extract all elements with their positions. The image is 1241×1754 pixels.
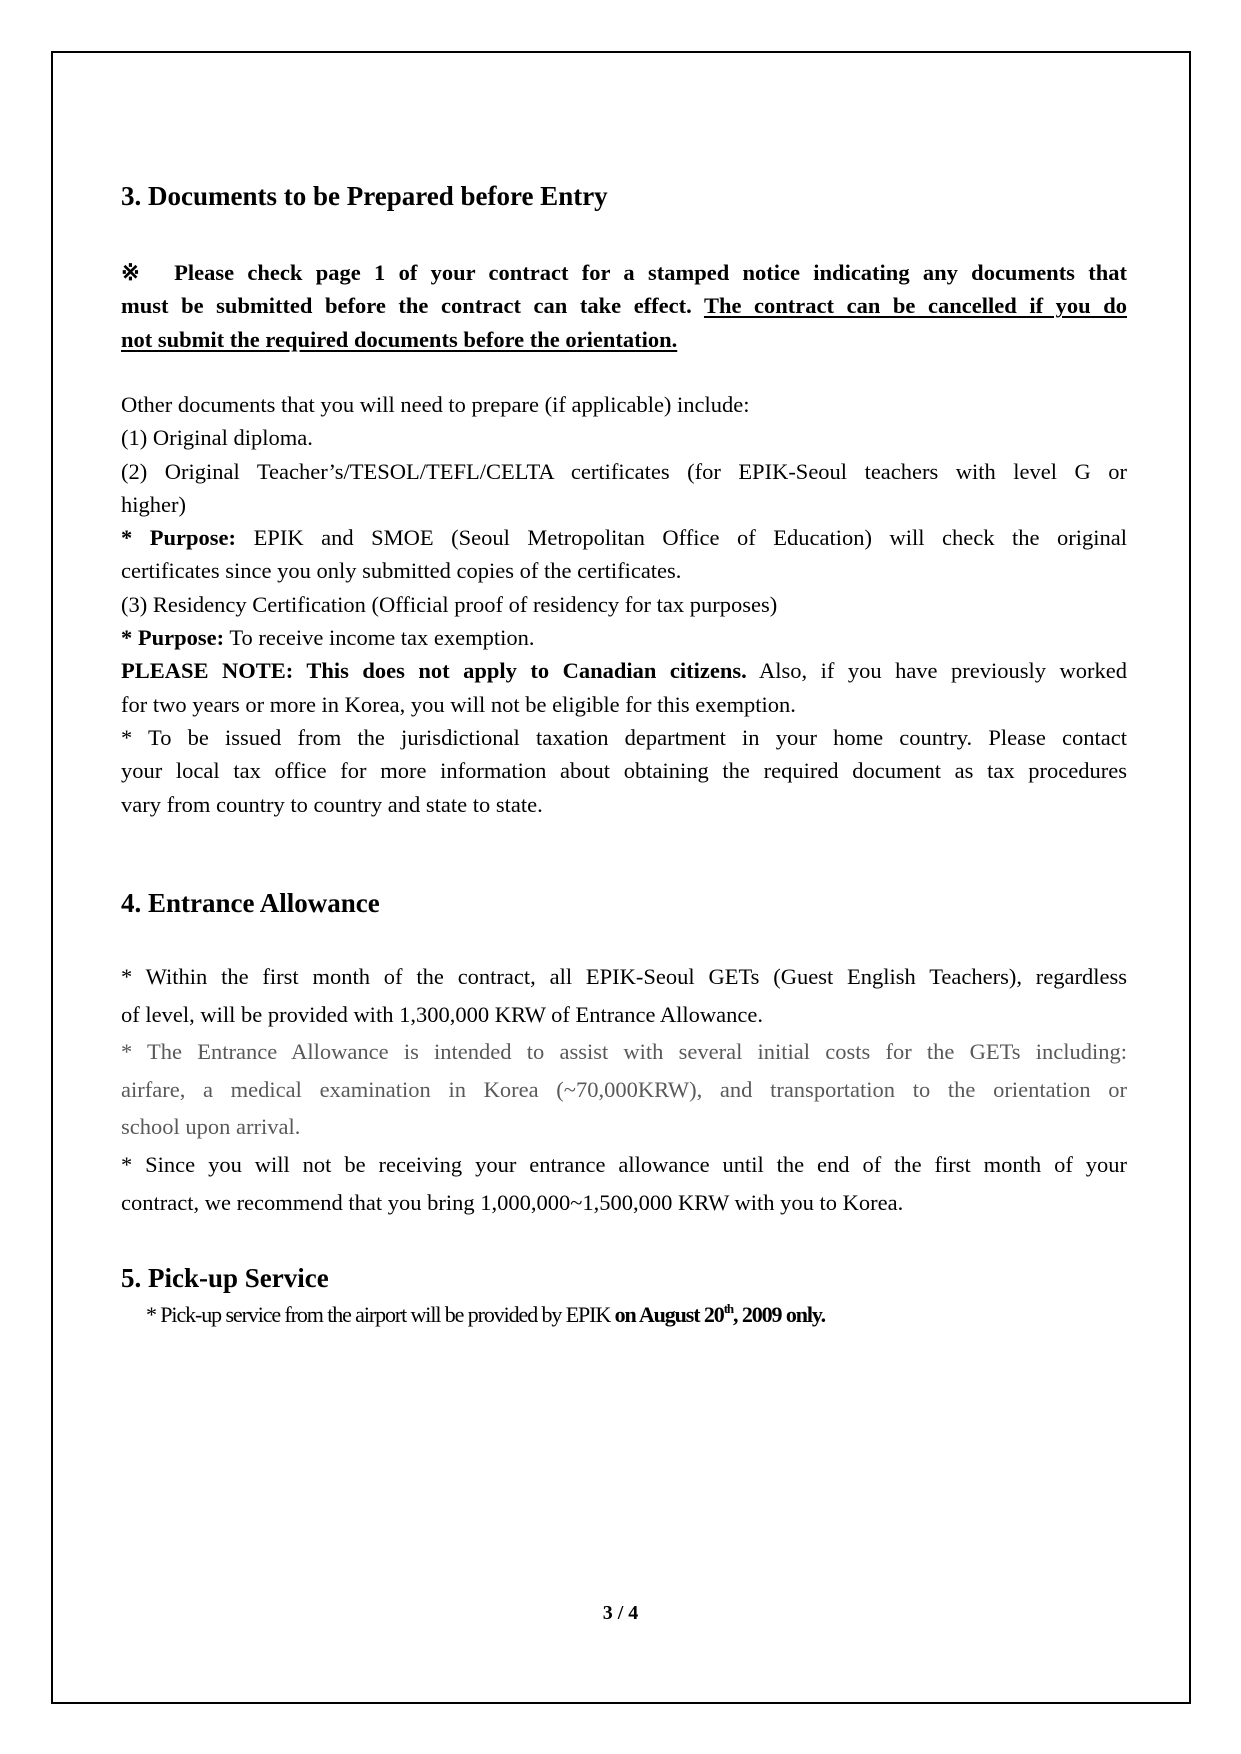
other-documents-list bbox=[121, 388, 1127, 821]
allowance-p2-line-2: airfare, a medical examination in Korea (~70,000KRW), and transportation to the orientation or bbox=[121, 1076, 1127, 1102]
page-number: 3 / 4 bbox=[602, 1602, 639, 1624]
entrance-allowance-body bbox=[121, 958, 1127, 1221]
purpose-label: * Purpose: bbox=[121, 525, 237, 551]
other-documents-intro: Other documents that you will need to prepare (if applicable) include: bbox=[121, 392, 750, 417]
purpose-1-line-1: * Purpose: EPIK and SMOE (Seoul Metropolitan Office of Education) will check the original bbox=[121, 525, 1127, 551]
pickup-date: on August 20th, 2009 only. bbox=[614, 1301, 825, 1327]
allowance-p3-line-2: contract, we recommend that you bring 1,000,000~1,500,000 KRW with you to Korea. bbox=[121, 1189, 904, 1215]
allowance-p2-line-3: school upon arrival. bbox=[121, 1114, 301, 1140]
notice-line-2: must be submitted before the contract can take effect. The contract can be cancelled if you do bbox=[121, 293, 1128, 319]
purpose-1-line-2: certificates since you only submitted copies of the certificates. bbox=[121, 558, 682, 584]
item-original-diploma: (1) Original diploma. bbox=[121, 425, 313, 451]
notice-line-1: ※ Please check page 1 of your contract for a stamped notice indicating any documents that bbox=[121, 260, 1127, 285]
allowance-p2-line-1: * The Entrance Allowance is intended to assist with several initial costs for the GETs including: bbox=[121, 1039, 1127, 1065]
stamped-notice bbox=[121, 256, 1127, 356]
item-certificates-line-2: higher) bbox=[121, 491, 186, 517]
canadian-note-line-2: for two years or more in Korea, you will not be eligible for this exemption. bbox=[121, 691, 796, 717]
issuance-line-2: your local tax office for more information about obtaining the required document as tax procedures bbox=[121, 758, 1127, 784]
section-3-heading: 3. Documents to be Prepared before Entry bbox=[121, 181, 608, 211]
reference-mark-icon: ※ bbox=[121, 260, 148, 285]
issuance-line-3: vary from country to country and state to state. bbox=[121, 791, 543, 817]
item-residency-certification: (3) Residency Certification (Official proof of residency for tax purposes) bbox=[121, 591, 778, 617]
notice-line-3: not submit the required documents before the orientation. bbox=[121, 326, 678, 352]
pickup-service-text: * Pick-up service from the airport will be provided by EPIK on August 20th, 2009 only. bbox=[146, 1301, 825, 1327]
purpose-2: * Purpose: To receive income tax exemption. bbox=[121, 625, 535, 651]
cancellation-warning: The contract can be cancelled if you do bbox=[703, 293, 1128, 319]
canadian-note-line-1: PLEASE NOTE: This does not apply to Canadian citizens. Also, if you have previously worked bbox=[121, 658, 1127, 684]
section-4-heading: 4. Entrance Allowance bbox=[121, 888, 380, 918]
issuance-line-1: * To be issued from the jurisdictional taxation department in your home country. Please contact bbox=[121, 724, 1127, 750]
purpose-label: * Purpose: bbox=[121, 625, 225, 651]
allowance-p1-line-1: * Within the first month of the contract, all EPIK-Seoul GETs (Guest English Teachers), regardless bbox=[121, 964, 1127, 989]
item-certificates-line-1: (2) Original Teacher’s/TESOL/TEFL/CELTA certificates (for EPIK-Seoul teachers with level G or bbox=[121, 458, 1127, 484]
please-note-bold: PLEASE NOTE: This does not apply to Canadian citizens. bbox=[121, 658, 747, 684]
section-5-heading: 5. Pick-up Service bbox=[121, 1263, 329, 1293]
allowance-p3-line-1: * Since you will not be receiving your entrance allowance until the end of the first month of your bbox=[121, 1151, 1127, 1177]
allowance-p1-line-2: of level, will be provided with 1,300,000 KRW of Entrance Allowance. bbox=[121, 1001, 763, 1027]
